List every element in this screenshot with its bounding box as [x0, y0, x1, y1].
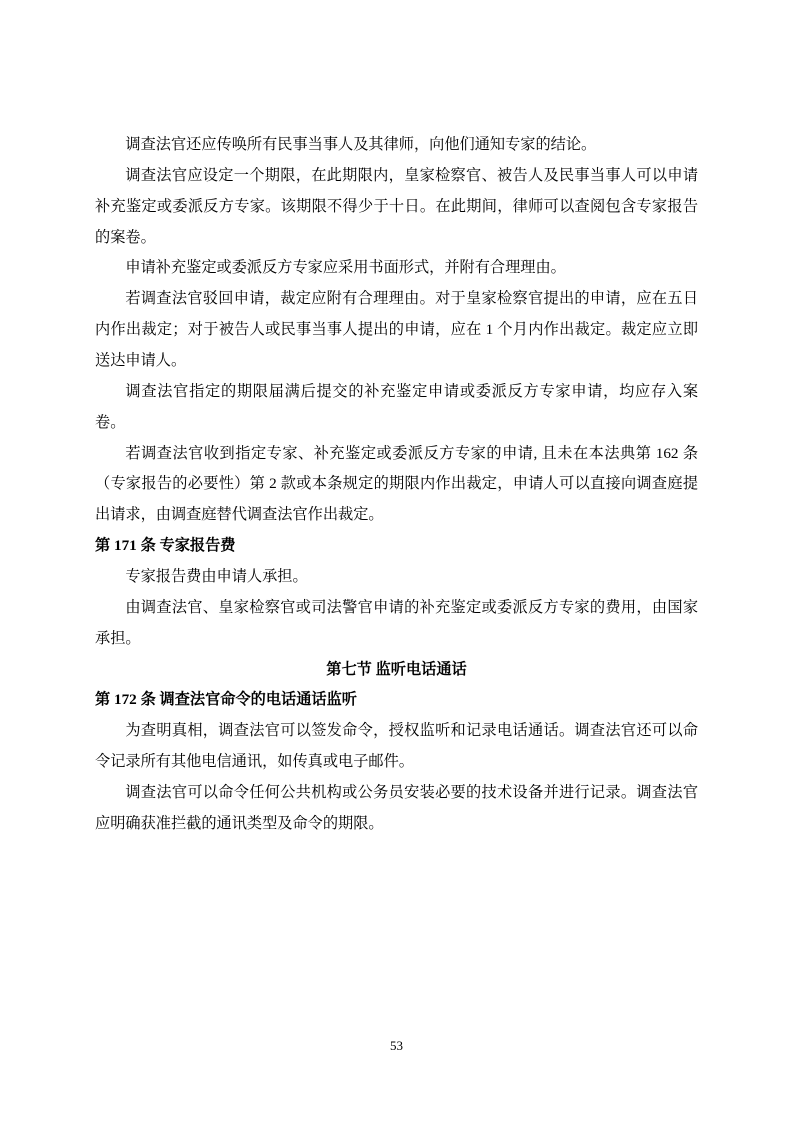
paragraph: 由调查法官、皇家检察官或司法警官申请的补充鉴定或委派反方专家的费用，由国家承担。	[95, 598, 698, 647]
section-heading-article-172: 第 172 条 调查法官命令的电话通话监听	[95, 691, 357, 709]
paragraph: 调查法官指定的期限届满后提交的补充鉴定申请或委派反方专家申请，均应存入案卷。	[95, 382, 698, 431]
section-heading-section-7: 第七节 监听电话通话	[326, 660, 467, 678]
paragraph: 若调查法官收到指定专家、补充鉴定或委派反方专家的申请, 且未在本法典第 162 条（专家报告的必要性）第 2 款或本条规定的期限内作出裁定，申请人可以直接向调查庭提出请求，由调查庭替代调查法官作出裁定。	[95, 444, 698, 524]
page-number: 53	[390, 1038, 403, 1053]
paragraph: 调查法官应设定一个期限，在此期限内，皇家检察官、被告人及民事当事人可以申请补充鉴定或委派反方专家。该期限不得少于十日。在此期间，律师可以查阅包含专家报告的案卷。	[95, 166, 698, 246]
paragraph: 申请补充鉴定或委派反方专家应采用书面形式，并附有合理理由。	[125, 259, 566, 277]
paragraph: 调查法官还应传唤所有民事当事人及其律师，向他们通知专家的结论。	[125, 136, 597, 153]
document-body	[95, 130, 698, 840]
paragraph: 调查法官可以命令任何公共机构或公务员安装必要的技术设备并进行记录。调查法官应明确获准拦截的通讯类型及命令的期限。	[95, 784, 698, 832]
paragraph: 若调查法官驳回申请，裁定应附有合理理由。对于皇家检察官提出的申请，应在五日内作出裁定；对于被告人或民事当事人提出的申请，应在 1 个月内作出裁定。裁定应立即送达申请人。	[95, 290, 698, 370]
paragraph: 专家报告费由申请人承担。	[125, 568, 308, 586]
paragraph: 为查明真相，调查法官可以签发命令，授权监听和记录电话通话。调查法官还可以命令记录所有其他电信通讯，如传真或电子邮件。	[95, 722, 698, 771]
section-heading-article-171: 第 171 条 专家报告费	[95, 537, 236, 555]
